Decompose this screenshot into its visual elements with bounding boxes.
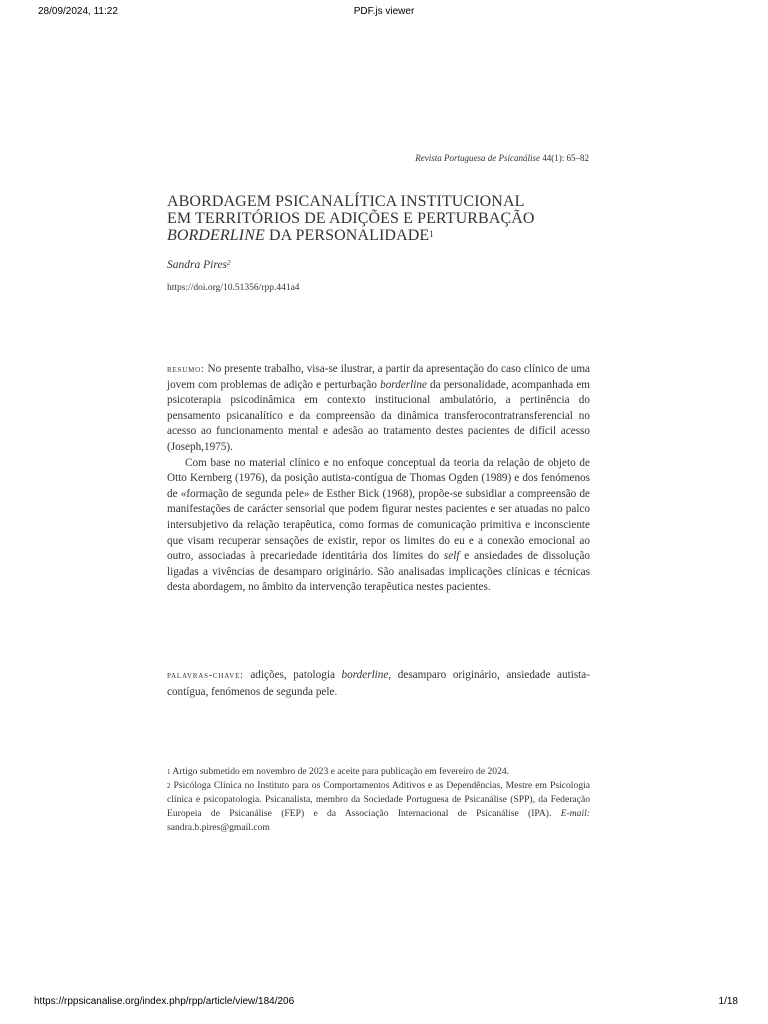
title-italic-word: BORDERLINE — [167, 227, 265, 244]
abstract-label: resumo: — [167, 364, 205, 375]
title-line-3 — [167, 227, 607, 244]
footnote-1-text: Artigo submetido em novembro de 2023 e aceite para publicação em fevereiro de 2024. — [170, 766, 510, 777]
author — [167, 259, 230, 271]
keywords-text-a: adições, patologia — [243, 669, 342, 681]
journal-reference — [415, 153, 589, 163]
viewer-title: PDF.js viewer — [353, 6, 415, 17]
article-title — [167, 193, 607, 244]
print-url: https://rppsicanalise.org/index.php/rpp/article/view/184/206 — [34, 996, 295, 1007]
keywords — [167, 667, 590, 700]
footnote-1-mark: 1 — [167, 768, 171, 776]
keywords-label: palavras-chave: — [167, 670, 244, 681]
abstract-p2-italic: self — [443, 550, 460, 563]
title-line-1: ABORDAGEM PSICANALÍTICA INSTITUCIONAL — [167, 193, 525, 210]
footnotes — [167, 765, 590, 835]
journal-name: Revista Portuguesa de Psicanálise — [415, 153, 540, 163]
abstract-paragraph-2 — [167, 456, 590, 596]
abstract-p2-text-b: e ansiedades de dissolução ligadas a vivências de desamparo originário. São analisadas implicações clínicas e técnicas desta abordagem, no âmbito da intervenção terapêutica nestes pacientes. — [167, 550, 591, 594]
doi-link[interactable]: https://doi.org/10.51356/rpp.441a4 — [167, 283, 300, 293]
footnote-1 — [167, 765, 590, 779]
print-datetime: 28/09/2024, 11:22 — [38, 6, 118, 17]
print-page-number: 1/18 — [718, 996, 738, 1007]
journal-issue: 44(1): 65–82 — [542, 153, 589, 163]
footnote-2-email-label: E-mail: — [560, 808, 590, 819]
footnote-2-text: Psicóloga Clínica no Instituto para os Comportamentos Aditivos e as Dependências, Mestre em Psicologia clínica e psicopatologia. Psicanalista, membro da Sociedade Portuguesa de Psicanálise (SPP), da Federação Europeia de Psicanálise (FEP) e da Associação Internacional de Psicanálise (IPA). — [167, 780, 590, 819]
abstract-p1-text-b: da personalidade, acompanhada em psicoterapia psicodinâmica em contexto institucional ambulatório, a pertinência do pensamento psicanalítico e da compreensão da dinâmica transferocontratransferencial no acesso ao funcionamento mental e adesão ao tratamento destes pacientes de difícil acesso (Joseph,1975). — [167, 378, 590, 453]
print-footer — [0, 996, 768, 1010]
footnote-2-mark: 2 — [167, 782, 171, 790]
title-line-3-rest: DA PERSONALIDADE — [264, 227, 430, 244]
author-footnote-mark: 2 — [226, 259, 231, 267]
abstract-paragraph-1 — [167, 362, 590, 456]
author-name: Sandra Pires — [167, 259, 227, 271]
title-line-2: EM TERRITÓRIOS DE ADIÇÕES E PERTURBAÇÃO — [167, 210, 535, 227]
abstract — [167, 362, 590, 596]
keywords-italic: borderline — [341, 669, 389, 681]
footnote-2 — [167, 779, 590, 835]
footnote-2-email[interactable]: sandra.b.pires@gmail.com — [167, 822, 270, 833]
title-footnote-mark: 1 — [429, 229, 434, 239]
keywords-paragraph — [167, 667, 590, 700]
abstract-p2-text-a: Com base no material clínico e no enfoque conceptual da teoria da relação de objeto de Otto Kernberg (1976), da posição autista-contígua de Thomas Ogden (1989) e dos fenómenos de «formação de segunda pele» de Esther Bick (1968), propõe-se subsidiar a compreensão de manifestações de carácter sensorial que podem figurar nestes pacientes e ser atuadas no palco intersubjetivo da relação terapêutica, como formas de comunicação primitiva e inconsciente que visam recuperar sensações de existir, repor os limites do eu e a conexão emocional ao outro, associadas à precariedade identitária dos limites do — [167, 456, 590, 563]
abstract-p1-text-a: No presente trabalho, visa-se ilustrar, a partir da apresentação do caso clínico de uma jovem com problemas de adição e perturbação — [167, 363, 590, 391]
keywords-text-b: , desamparo originário, ansiedade autista-contígua, fenómenos de segunda pele. — [167, 669, 590, 698]
abstract-p1-italic: borderline — [380, 378, 427, 391]
